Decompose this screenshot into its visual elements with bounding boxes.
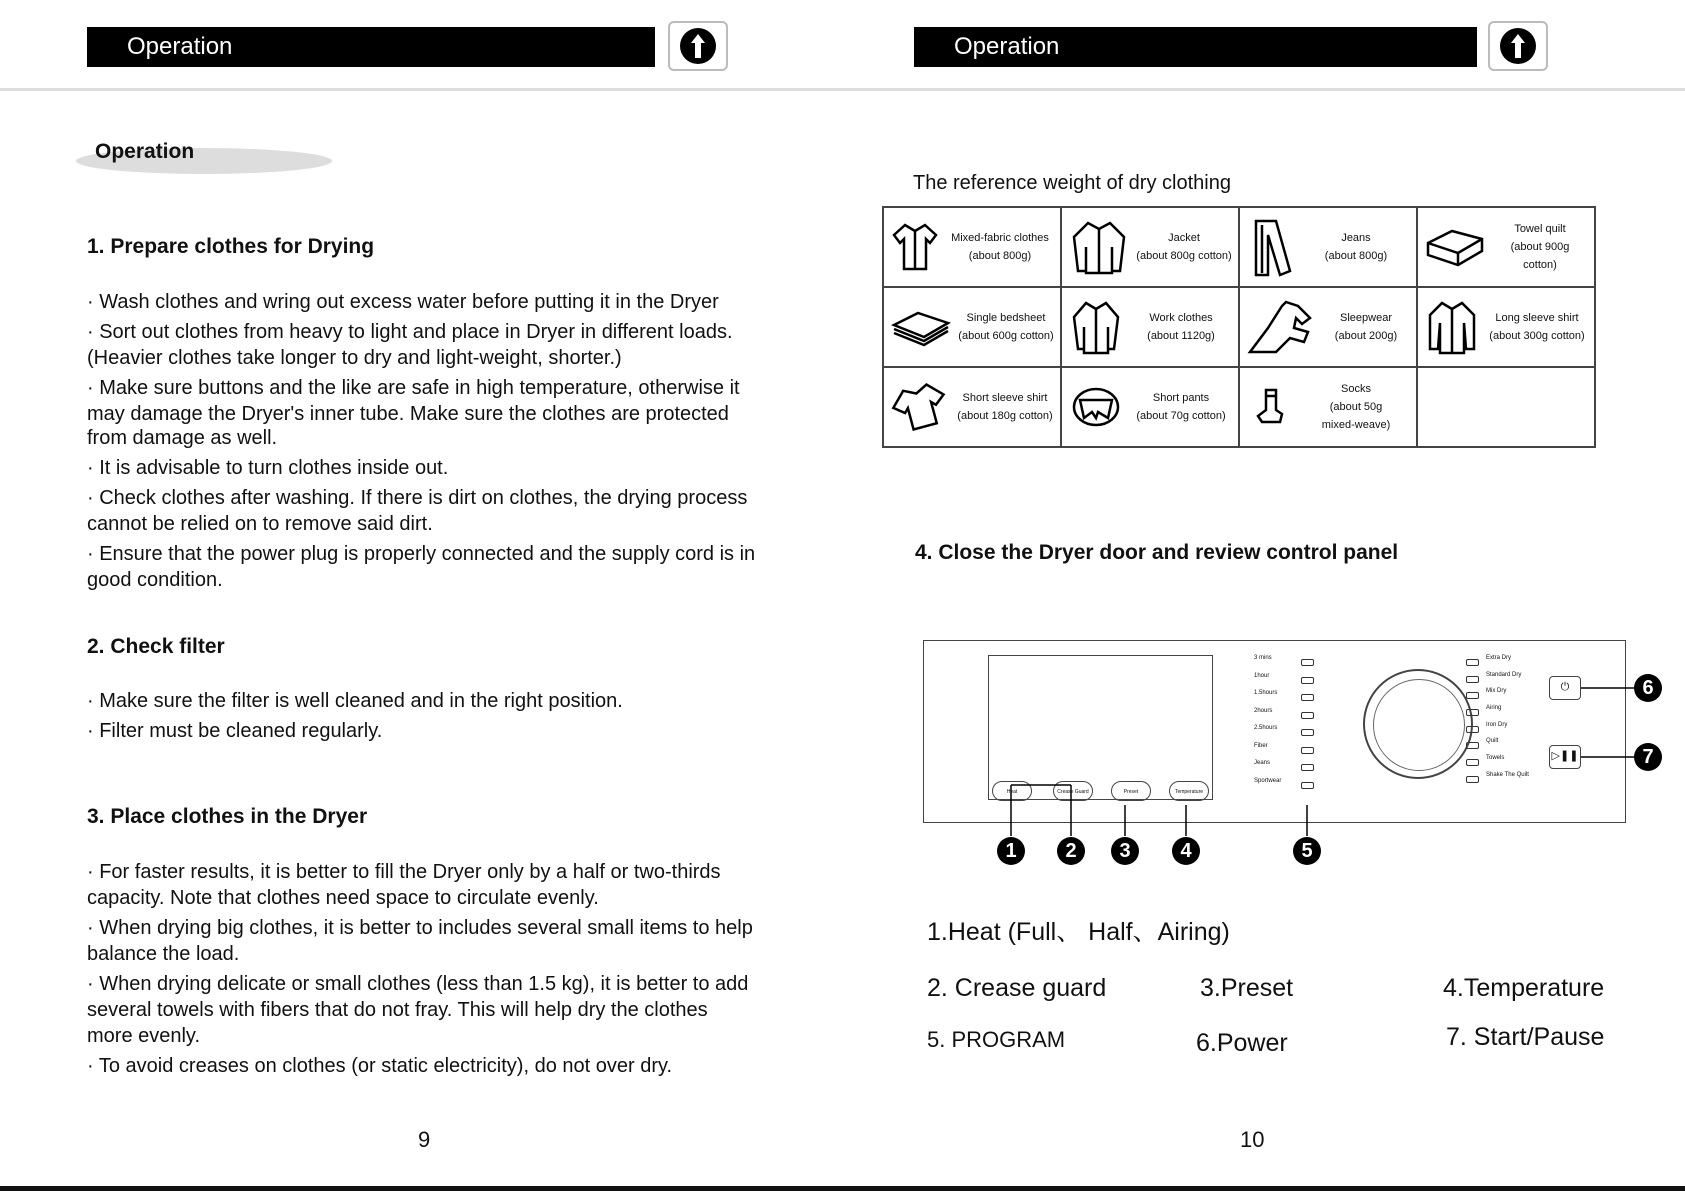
program-label: 1.5hours [1254,690,1278,696]
cell-label: Short sleeve shirt (about 180g cotton) [957,392,1053,422]
option-label: Shake The Quilt [1486,771,1529,778]
text-line: (Heavier clothes take longer to dry and light-weight, shorter.) [87,347,622,369]
callout-6: 6 [1634,674,1662,702]
bottom-border [0,1186,1685,1191]
text-line: balance the load. [87,943,240,965]
text-line: · Wash clothes and wring out excess water before putting it in the Dryer [87,291,719,313]
text-line: · To avoid creases on clothes (or static electricity), do not over dry. [87,1055,673,1077]
program-label: Sportwear [1254,777,1282,784]
option-label: Airing [1486,705,1502,712]
preset-button: Preset [1111,781,1151,801]
text-line: good condition. [87,569,223,591]
cell-label: Jacket (about 800g cotton) [1136,232,1232,262]
text-line: capacity. Note that clothes need space to circulate evenly. [87,887,599,909]
callout-1: 1 [997,837,1025,865]
callout-4: 4 [1172,837,1200,865]
text-line: · When drying big clothes, it is better to includes several small items to help [87,917,753,939]
cell-label: Short pants (about 70g cotton) [1136,392,1226,422]
cell-label: Towel quilt (about 900g cotton) [1510,223,1570,271]
legend-power: 6.Power [1196,1029,1288,1057]
text-line: · Sort out clothes from heavy to light and place in Dryer in different loads. [87,321,733,343]
temperature-button: Temperature [1169,781,1209,801]
legend-crease-guard: 2. Crease guard [927,974,1107,1002]
option-label: Iron Dry [1486,721,1508,728]
program-label: Jeans [1254,760,1271,766]
heading-control-panel: 4. Close the Dryer door and review control panel [915,541,1399,564]
text-line: · When drying delicate or small clothes (less than 1.5 kg), it is better to add [87,973,749,995]
program-label: 2.5hours [1254,725,1278,731]
start-pause-button: ▷❚❚ [1549,745,1581,769]
cell-label: Socks (about 50g mixed-weave) [1321,383,1391,431]
power-button: ⏻ [1549,676,1581,700]
text-line: · Ensure that the power plug is properly connected and the supply cord is in [87,543,756,565]
cell-label: Long sleeve shirt (about 300g cotton) [1489,312,1585,342]
cell-label: Single bedsheet (about 600g cotton) [958,312,1054,342]
text-line: · It is advisable to turn clothes inside out. [87,457,449,479]
option-label: Standard Dry [1486,671,1522,678]
legend-program: 5. PROGRAM [927,1027,1066,1052]
page-number-left: 9 [418,1127,431,1152]
text-line: · Make sure the filter is well cleaned and in the right position. [87,690,623,712]
legend-temperature: 4.Temperature [1443,974,1605,1002]
right-header-title: Operation [954,33,1060,60]
text-line: more evenly. [87,1025,201,1047]
legend-preset: 3.Preset [1200,974,1294,1002]
heading-check-filter: 2. Check filter [87,635,225,658]
reference-weight-title: The reference weight of dry clothing [913,172,1231,194]
callout-7: 7 [1634,743,1662,771]
crease-guard-button: Crease Guard [1053,781,1093,801]
callout-3: 3 [1111,837,1139,865]
left-header-title: Operation [127,33,233,60]
text-line: · Make sure buttons and the like are safe in high temperature, otherwise it [87,377,740,399]
text-line: may damage the Dryer's inner tube. Make sure the clothes are protected [87,403,729,425]
text-line: cannot be relied on to remove said dirt. [87,513,433,535]
section-title: Operation [95,140,195,163]
program-label: 3 mins [1254,655,1272,661]
option-label: Mix Dry [1486,688,1507,695]
text-line: from damage as well. [87,427,278,449]
cell-label: Sleepwear (about 200g) [1334,312,1398,342]
text-line: · For faster results, it is better to fill the Dryer only by a half or two-thirds [87,861,721,883]
heat-button: Heat [992,781,1032,801]
option-label: Quilt [1486,738,1499,745]
callout-2: 2 [1057,837,1085,865]
callout-5: 5 [1293,837,1321,865]
cell-label: Mixed-fabric clothes (about 800g) [951,232,1049,262]
option-label: Towels [1486,755,1505,762]
heading-prepare-clothes: 1. Prepare clothes for Drying [87,235,375,258]
cell-label: Jeans (about 800g) [1324,232,1388,262]
program-label: Fiber [1254,742,1268,749]
program-label: 2hours [1254,707,1273,714]
legend-start-pause: 7. Start/Pause [1446,1023,1605,1051]
heading-place-clothes: 3. Place clothes in the Dryer [87,805,368,828]
text-line: several towels with fibers that do not fray. This will help dry the clothes [87,999,708,1021]
cell-label: Work clothes (about 1120g) [1147,312,1215,342]
legend-heat: 1.Heat (Full、 Half、Airing) [927,918,1230,946]
page-number-right: 10 [1240,1127,1265,1152]
text-line: · Check clothes after washing. If there is dirt on clothes, the drying process [87,487,748,509]
text-line: · Filter must be cleaned regularly. [87,720,383,742]
program-label: 1hour [1254,672,1270,679]
option-label: Extra Dry [1486,655,1512,661]
